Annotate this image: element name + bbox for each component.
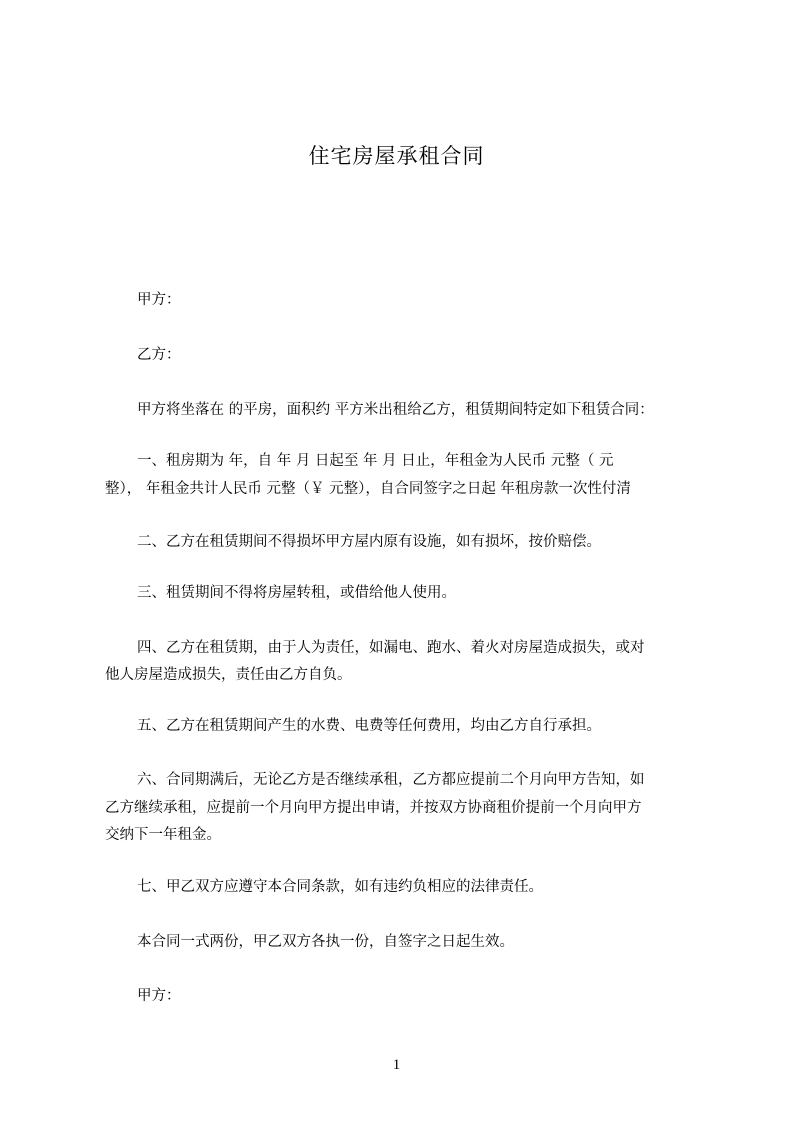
clause-6-line-2: 乙方继续承租，应提前一个月向甲方提出申请，并按双方协商租价提前一个月向甲方 — [105, 800, 642, 816]
closing-statement: 本合同一式两份，甲乙双方各执一份，自签字之日起生效。 — [137, 934, 514, 950]
clause-6-line-1: 六、合同期满后，无论乙方是否继续承租，乙方都应提前二个月向甲方告知，如 — [137, 772, 645, 788]
clause-5: 五、乙方在租赁期间产生的水费、电费等任何费用，均由乙方自行承担。 — [137, 718, 601, 734]
clause-2: 二、乙方在租赁期间不得损坏甲方屋内原有设施，如有损坏，按价赔偿。 — [137, 534, 601, 550]
clause-1-line-2: 整）， 年租金共计人民币 元整（￥ 元整），自合同签字之日起 年租房款一次性付清 — [105, 481, 631, 497]
clause-1-line-1: 一、租房期为 年，自 年 月 日起至 年 月 日止，年租金为人民币 元整（ 元 — [137, 453, 614, 469]
signature-party-a-label: 甲方： — [137, 988, 181, 1004]
clause-3: 三、租赁期间不得将房屋转租，或借给他人使用。 — [137, 585, 456, 601]
clause-6-line-3: 交纳下一年租金。 — [105, 827, 221, 843]
intro-paragraph: 甲方将坐落在 的平房，面积约 平方米出租给乙方，租赁期间特定如下租赁合同： — [137, 402, 654, 418]
party-a-label: 甲方： — [137, 292, 181, 308]
clause-7: 七、甲乙双方应遵守本合同条款，如有违约负相应的法律责任。 — [137, 879, 543, 895]
clause-4-line-2: 他人房屋造成损失，责任由乙方自负。 — [105, 667, 352, 683]
clause-4-line-1: 四、乙方在租赁期，由于人为责任，如漏电、跑水、着火对房屋造成损失，或对 — [137, 640, 645, 656]
page-number: 1 — [392, 1057, 401, 1073]
party-b-label: 乙方： — [137, 347, 181, 363]
document-title: 住宅房屋承租合同 — [308, 144, 485, 168]
